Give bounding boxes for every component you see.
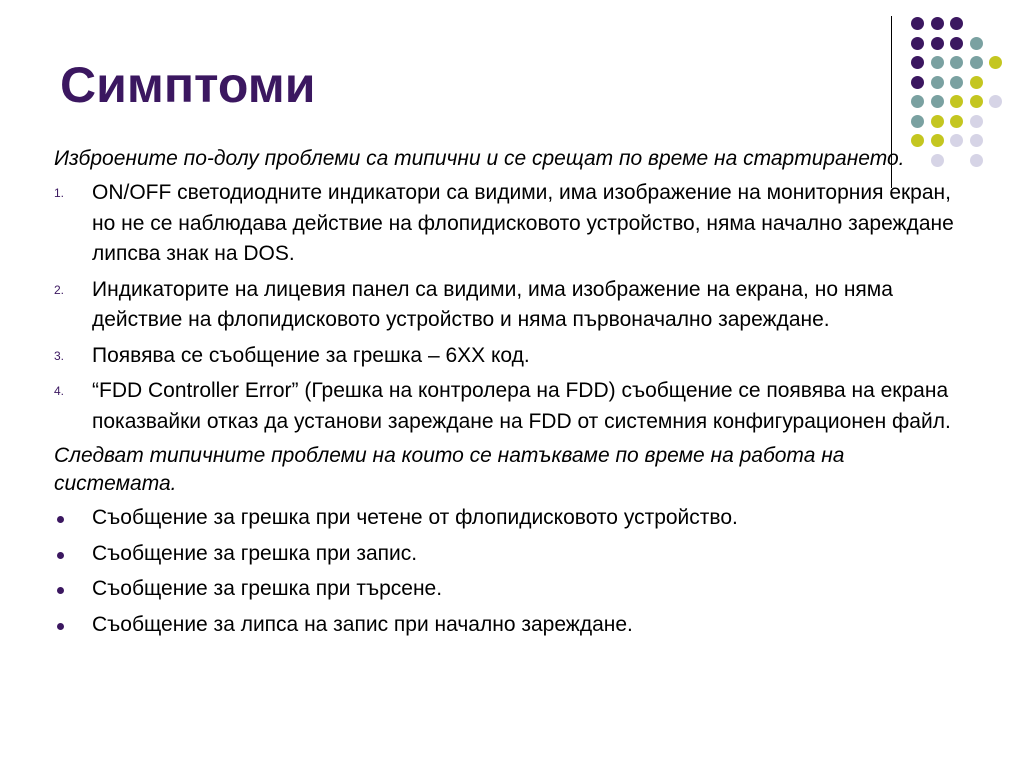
decorative-dot-teal <box>911 95 924 108</box>
bullet-item <box>54 610 954 641</box>
decorative-dot-lavender <box>970 134 983 147</box>
numbered-item <box>54 376 954 437</box>
item-text: Появява се съобщение за грешка – 6XX код. <box>92 343 530 367</box>
decorative-dot-purple <box>931 17 944 30</box>
bullet-dot-icon <box>57 516 64 523</box>
decorative-dot-teal <box>950 76 963 89</box>
decorative-dot-teal <box>950 56 963 69</box>
decorative-dot-teal <box>911 115 924 128</box>
item-text: Съобщение за грешка при запис. <box>92 541 418 565</box>
decorative-dot-purple <box>950 17 963 30</box>
item-text: “FDD Controller Error” (Грешка на контролера на FDD) съобщение се появява на екрана показвайки отказ да установи зареждане на FDD от системния конфигурационен файл. <box>92 379 951 433</box>
decorative-dot-teal <box>970 37 983 50</box>
decorative-dot-yellow <box>950 115 963 128</box>
item-text: Съобщение за грешка при четене от флопидисковото устройство. <box>92 506 738 529</box>
item-number: 1. <box>54 186 65 200</box>
decorative-dot-yellow <box>970 76 983 89</box>
decorative-dot-lavender <box>970 115 983 128</box>
item-number: 3. <box>54 348 65 363</box>
item-text: Индикаторите на лицевия панел са видими, има изображение на екрана, но няма действие на флопидисковото устройство и няма първоначално зареждане. <box>92 277 893 331</box>
decorative-dot-lavender <box>970 154 983 167</box>
decorative-dot-purple <box>931 37 944 50</box>
numbered-item <box>54 178 954 270</box>
decorative-dot-lavender <box>989 95 1002 108</box>
bullet-dot-icon <box>57 623 64 630</box>
decorative-dot-purple <box>911 17 924 30</box>
item-text: Съобщение за липса на запис при начално зареждане. <box>92 612 633 636</box>
bullet-item <box>54 574 954 605</box>
decorative-dot-yellow <box>931 115 944 128</box>
decorative-dot-purple <box>911 76 924 89</box>
bullet-item <box>54 539 954 570</box>
slide-title: Симптоми <box>60 57 316 113</box>
slide-body <box>54 145 954 645</box>
bullet-dot-icon <box>57 552 64 559</box>
decorative-dot-teal <box>931 76 944 89</box>
outro-paragraph: Следват типичните проблеми на които се натъкваме по време на работа на системата. <box>54 444 845 495</box>
decorative-dot-purple <box>911 56 924 69</box>
decorative-dot-teal <box>970 56 983 69</box>
intro-paragraph: Изброените по-долу проблеми са типични и се срещат по време на стартирането. <box>54 147 905 170</box>
decorative-dot-yellow <box>950 95 963 108</box>
decorative-dot-yellow <box>970 95 983 108</box>
decorative-dot-purple <box>950 37 963 50</box>
item-text: Съобщение за грешка при търсене. <box>92 577 443 600</box>
numbered-item <box>54 275 954 336</box>
numbered-item <box>54 341 954 372</box>
decorative-dot-teal <box>931 56 944 69</box>
item-number: 4. <box>54 384 65 398</box>
bullet-item <box>54 503 954 534</box>
item-text: ON/OFF светодиодните индикатори са видими, има изображение на мониторния екран, но не се наблюдава действие на флопидисковото устройство, няма начално зареждане липсва знак на DOS. <box>92 181 954 265</box>
bullet-dot-icon <box>57 587 64 594</box>
item-number: 2. <box>54 282 65 297</box>
decorative-dot-yellow <box>989 56 1002 69</box>
decorative-dot-purple <box>911 37 924 50</box>
decorative-dot-teal <box>931 95 944 108</box>
